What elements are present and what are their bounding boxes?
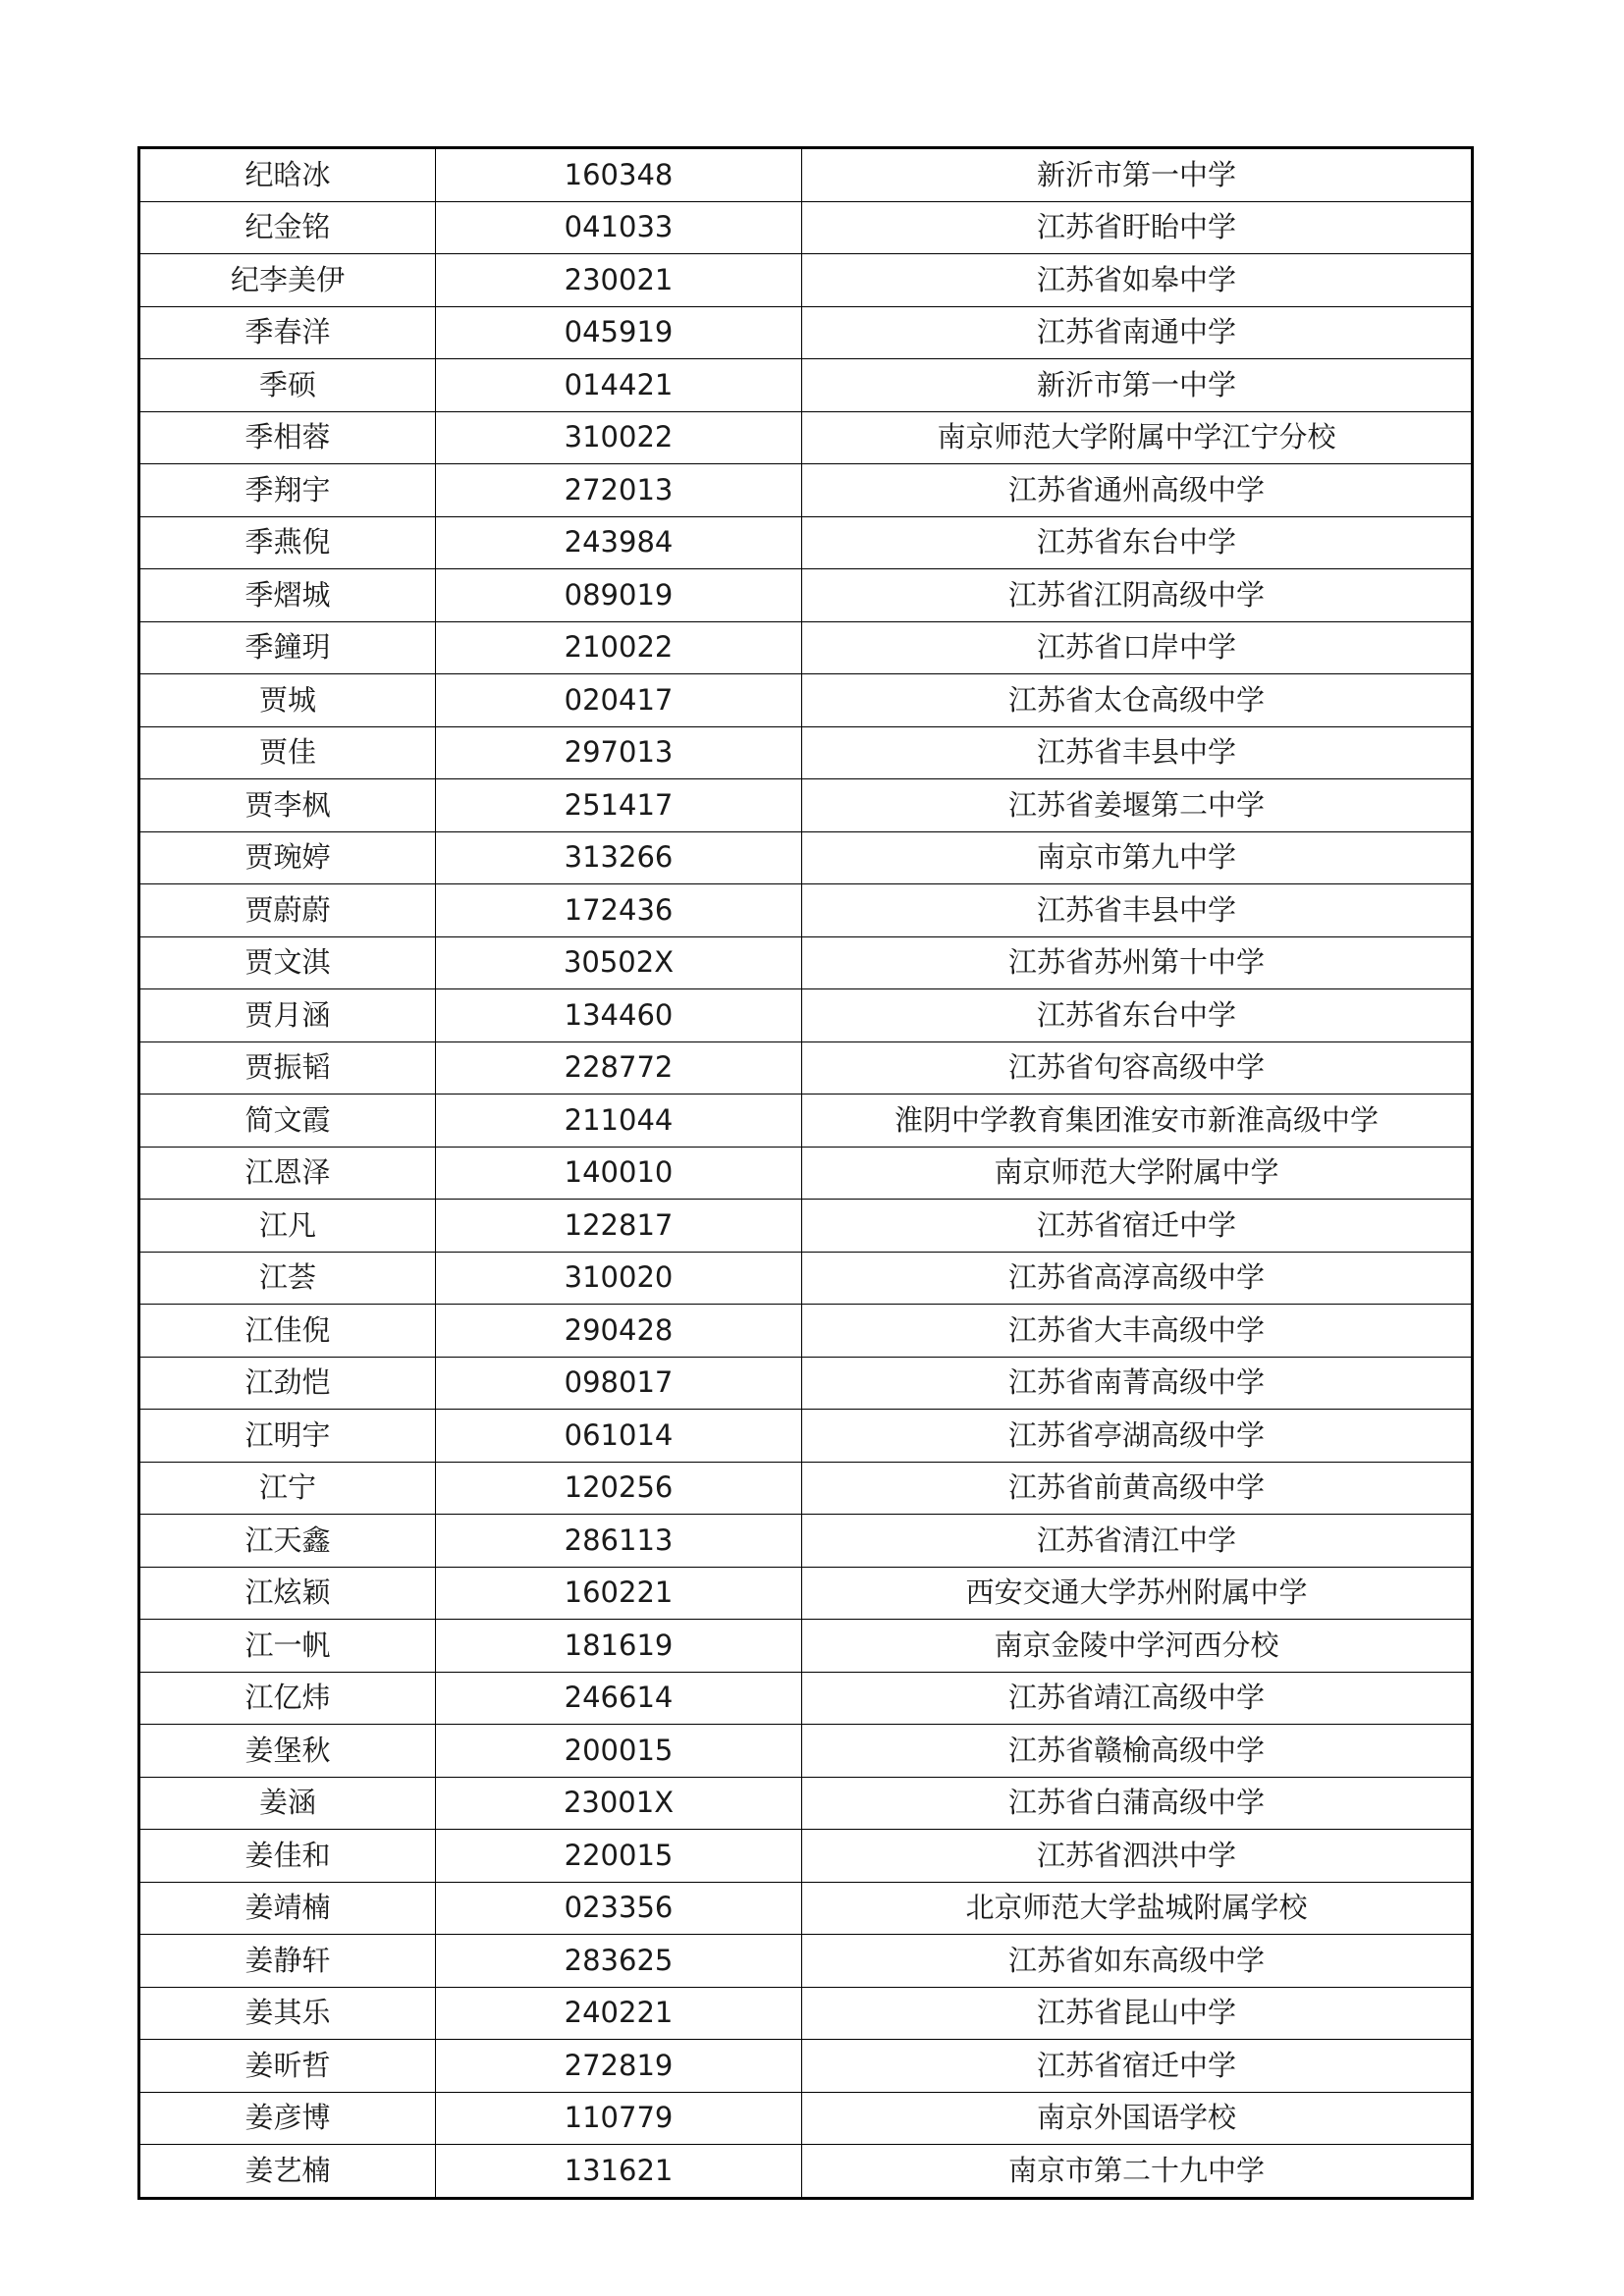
student-id-cell: 131621 [436, 2145, 802, 2199]
school-name-cell: 江苏省盱眙中学 [802, 201, 1473, 254]
student-name-cell: 纪李美伊 [139, 254, 436, 307]
student-id-cell: 272819 [436, 2040, 802, 2093]
student-name-cell: 江炫颖 [139, 1567, 436, 1620]
table-row [139, 1882, 1473, 1935]
table-row [139, 989, 1473, 1042]
student-name-cell: 贾蔚蔚 [139, 884, 436, 937]
table-row [139, 621, 1473, 674]
student-id-cell: 251417 [436, 779, 802, 832]
school-name-cell: 江苏省苏州第十中学 [802, 936, 1473, 989]
table-row [139, 831, 1473, 884]
student-name-cell: 姜艺楠 [139, 2145, 436, 2199]
student-id-cell: 023356 [436, 1882, 802, 1935]
school-name-cell: 江苏省清江中学 [802, 1515, 1473, 1568]
student-name-cell: 江一帆 [139, 1620, 436, 1673]
table-row [139, 936, 1473, 989]
school-name-cell: 江苏省宿迁中学 [802, 1200, 1473, 1253]
student-name-cell: 江亿炜 [139, 1672, 436, 1725]
student-name-cell: 季翔宇 [139, 464, 436, 517]
student-name-cell: 江恩泽 [139, 1147, 436, 1200]
school-name-cell: 江苏省如东高级中学 [802, 1935, 1473, 1988]
school-name-cell: 江苏省太仓高级中学 [802, 674, 1473, 727]
school-name-cell: 江苏省东台中学 [802, 516, 1473, 569]
school-name-cell: 江苏省丰县中学 [802, 726, 1473, 779]
table-row [139, 1305, 1473, 1358]
student-name-cell: 江凡 [139, 1200, 436, 1253]
student-id-cell: 160348 [436, 148, 802, 202]
table-row [139, 1725, 1473, 1778]
student-name-cell: 贾琬婷 [139, 831, 436, 884]
school-name-cell: 江苏省南菁高级中学 [802, 1357, 1473, 1410]
student-name-cell: 姜靖楠 [139, 1882, 436, 1935]
table-row [139, 411, 1473, 464]
student-id-cell: 220015 [436, 1830, 802, 1883]
table-row [139, 1567, 1473, 1620]
student-id-cell: 313266 [436, 831, 802, 884]
school-name-cell: 江苏省高淳高级中学 [802, 1252, 1473, 1305]
student-name-cell: 纪晗冰 [139, 148, 436, 202]
school-name-cell: 江苏省昆山中学 [802, 1987, 1473, 2040]
student-id-cell: 246614 [436, 1672, 802, 1725]
table-row [139, 516, 1473, 569]
student-id-cell: 089019 [436, 569, 802, 622]
table-row [139, 1200, 1473, 1253]
student-name-cell: 江荟 [139, 1252, 436, 1305]
school-name-cell: 江苏省东台中学 [802, 989, 1473, 1042]
school-name-cell: 江苏省靖江高级中学 [802, 1672, 1473, 1725]
student-name-cell: 贾城 [139, 674, 436, 727]
student-name-cell: 季熠城 [139, 569, 436, 622]
student-id-cell: 210022 [436, 621, 802, 674]
student-name-cell: 姜昕哲 [139, 2040, 436, 2093]
student-name-cell: 姜其乐 [139, 1987, 436, 2040]
student-id-cell: 020417 [436, 674, 802, 727]
student-id-cell: 120256 [436, 1462, 802, 1515]
student-id-cell: 240221 [436, 1987, 802, 2040]
school-name-cell: 江苏省泗洪中学 [802, 1830, 1473, 1883]
student-id-cell: 290428 [436, 1305, 802, 1358]
student-name-cell: 季硕 [139, 359, 436, 412]
student-id-cell: 297013 [436, 726, 802, 779]
table-row [139, 1041, 1473, 1095]
table-row [139, 1672, 1473, 1725]
school-name-cell: 南京师范大学附属中学 [802, 1147, 1473, 1200]
student-id-cell: 23001X [436, 1777, 802, 1830]
roster-table-body [139, 148, 1473, 2199]
student-name-cell: 贾佳 [139, 726, 436, 779]
table-row [139, 1777, 1473, 1830]
school-name-cell: 新沂市第一中学 [802, 359, 1473, 412]
student-id-cell: 172436 [436, 884, 802, 937]
student-name-cell: 江宁 [139, 1462, 436, 1515]
school-name-cell: 南京师范大学附属中学江宁分校 [802, 411, 1473, 464]
table-row [139, 148, 1473, 202]
school-name-cell: 南京市第二十九中学 [802, 2145, 1473, 2199]
table-row [139, 359, 1473, 412]
school-name-cell: 江苏省江阴高级中学 [802, 569, 1473, 622]
school-name-cell: 江苏省姜堰第二中学 [802, 779, 1473, 832]
student-name-cell: 贾李枫 [139, 779, 436, 832]
student-name-cell: 姜涵 [139, 1777, 436, 1830]
student-name-cell: 姜静轩 [139, 1935, 436, 1988]
student-id-cell: 283625 [436, 1935, 802, 1988]
student-id-cell: 110779 [436, 2092, 802, 2145]
student-name-cell: 江天鑫 [139, 1515, 436, 1568]
student-id-cell: 200015 [436, 1725, 802, 1778]
table-row [139, 884, 1473, 937]
table-row [139, 1620, 1473, 1673]
student-name-cell: 纪金铭 [139, 201, 436, 254]
student-name-cell: 季鐘玥 [139, 621, 436, 674]
school-name-cell: 南京市第九中学 [802, 831, 1473, 884]
school-name-cell: 江苏省白蒲高级中学 [802, 1777, 1473, 1830]
student-id-cell: 230021 [436, 254, 802, 307]
school-name-cell: 江苏省前黄高级中学 [802, 1462, 1473, 1515]
school-name-cell: 江苏省赣榆高级中学 [802, 1725, 1473, 1778]
school-name-cell: 淮阴中学教育集团淮安市新淮高级中学 [802, 1095, 1473, 1148]
table-row [139, 1987, 1473, 2040]
student-name-cell: 江劲恺 [139, 1357, 436, 1410]
student-id-cell: 181619 [436, 1620, 802, 1673]
table-row [139, 569, 1473, 622]
school-name-cell: 江苏省南通中学 [802, 306, 1473, 359]
student-name-cell: 简文霞 [139, 1095, 436, 1148]
table-row [139, 1410, 1473, 1463]
student-id-cell: 310020 [436, 1252, 802, 1305]
school-name-cell: 江苏省大丰高级中学 [802, 1305, 1473, 1358]
table-row [139, 201, 1473, 254]
school-name-cell: 江苏省口岸中学 [802, 621, 1473, 674]
student-id-cell: 045919 [436, 306, 802, 359]
student-name-cell: 姜堡秋 [139, 1725, 436, 1778]
student-name-cell: 姜彦博 [139, 2092, 436, 2145]
school-name-cell: 新沂市第一中学 [802, 148, 1473, 202]
table-row [139, 1515, 1473, 1568]
student-name-cell: 贾文淇 [139, 936, 436, 989]
student-id-cell: 310022 [436, 411, 802, 464]
student-id-cell: 122817 [436, 1200, 802, 1253]
student-id-cell: 098017 [436, 1357, 802, 1410]
student-name-cell: 季春洋 [139, 306, 436, 359]
school-name-cell: 南京金陵中学河西分校 [802, 1620, 1473, 1673]
school-name-cell: 江苏省句容高级中学 [802, 1041, 1473, 1095]
table-row [139, 2145, 1473, 2199]
table-row [139, 674, 1473, 727]
student-id-cell: 160221 [436, 1567, 802, 1620]
student-name-cell: 姜佳和 [139, 1830, 436, 1883]
student-id-cell: 061014 [436, 1410, 802, 1463]
table-row [139, 306, 1473, 359]
school-name-cell: 江苏省如皋中学 [802, 254, 1473, 307]
student-name-cell: 贾月涵 [139, 989, 436, 1042]
student-id-cell: 272013 [436, 464, 802, 517]
student-name-cell: 贾振韬 [139, 1041, 436, 1095]
table-row [139, 1252, 1473, 1305]
student-id-cell: 243984 [436, 516, 802, 569]
school-name-cell: 江苏省亭湖高级中学 [802, 1410, 1473, 1463]
student-id-cell: 286113 [436, 1515, 802, 1568]
student-id-cell: 211044 [436, 1095, 802, 1148]
table-row [139, 1935, 1473, 1988]
student-id-cell: 014421 [436, 359, 802, 412]
school-name-cell: 江苏省丰县中学 [802, 884, 1473, 937]
table-row [139, 464, 1473, 517]
student-name-cell: 季燕倪 [139, 516, 436, 569]
school-name-cell: 西安交通大学苏州附属中学 [802, 1567, 1473, 1620]
table-row [139, 1830, 1473, 1883]
school-name-cell: 南京外国语学校 [802, 2092, 1473, 2145]
school-name-cell: 江苏省宿迁中学 [802, 2040, 1473, 2093]
student-name-cell: 季相蓉 [139, 411, 436, 464]
student-name-cell: 江佳倪 [139, 1305, 436, 1358]
table-row [139, 779, 1473, 832]
school-name-cell: 江苏省通州高级中学 [802, 464, 1473, 517]
school-name-cell: 北京师范大学盐城附属学校 [802, 1882, 1473, 1935]
student-id-cell: 140010 [436, 1147, 802, 1200]
table-row [139, 1462, 1473, 1515]
roster-table [137, 146, 1474, 2200]
table-row [139, 726, 1473, 779]
student-name-cell: 江明宇 [139, 1410, 436, 1463]
table-row [139, 1147, 1473, 1200]
student-id-cell: 041033 [436, 201, 802, 254]
table-row [139, 1357, 1473, 1410]
table-row [139, 2092, 1473, 2145]
table-row [139, 2040, 1473, 2093]
student-id-cell: 228772 [436, 1041, 802, 1095]
student-id-cell: 134460 [436, 989, 802, 1042]
table-row [139, 1095, 1473, 1148]
table-row [139, 254, 1473, 307]
student-id-cell: 30502X [436, 936, 802, 989]
